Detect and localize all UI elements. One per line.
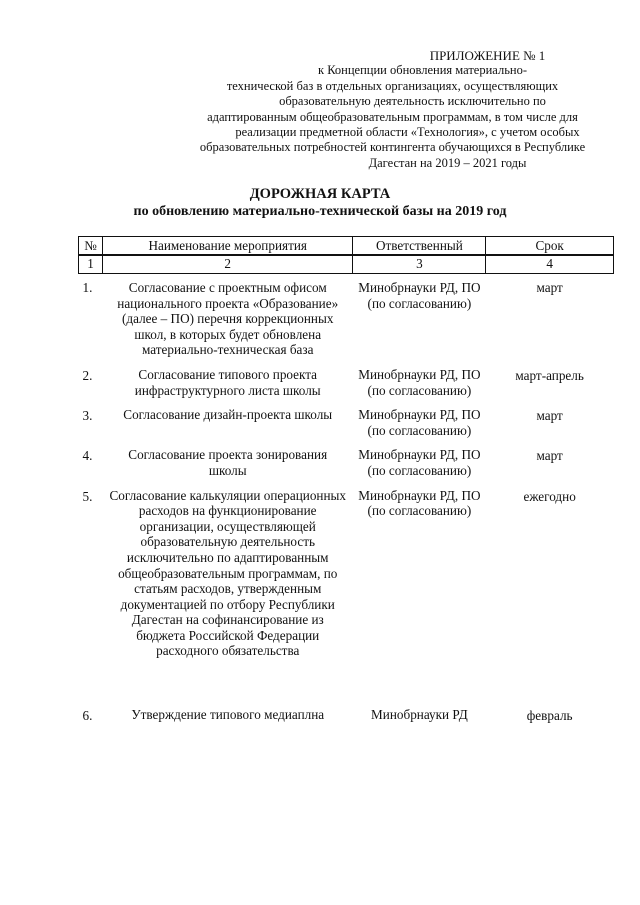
table-header-row bbox=[79, 237, 614, 256]
header-event-name: Наименование мероприятия bbox=[102, 237, 353, 256]
row-term: март bbox=[536, 448, 563, 464]
row-responsible: Минобрнауки РД, ПО (по согласованию) bbox=[358, 280, 481, 311]
appendix-line: Дагестан на 2019 – 2021 годы bbox=[368, 155, 527, 170]
appendix-header bbox=[180, 48, 605, 171]
row-event-name: Согласование проекта зонирования школы bbox=[128, 447, 328, 478]
row-term: март-апрель bbox=[515, 367, 584, 383]
table-row bbox=[79, 447, 614, 487]
document-title bbox=[0, 185, 640, 221]
table-row bbox=[79, 707, 614, 725]
appendix-line: технической баз в отдельных организациях, осуществляющих bbox=[226, 78, 559, 93]
row-term: февраль bbox=[526, 708, 573, 724]
row-responsible: Минобрнауки РД, ПО (по согласованию) bbox=[358, 407, 481, 438]
col-number-2: 2 bbox=[102, 255, 353, 274]
row-number: 5. bbox=[82, 488, 93, 504]
header-term: Срок bbox=[486, 237, 614, 256]
table-row bbox=[79, 274, 614, 367]
header-responsible: Ответственный bbox=[353, 237, 486, 256]
row-term: март bbox=[536, 408, 563, 424]
appendix-line: реализации предметной области «Технология», с учетом особых bbox=[235, 125, 580, 140]
row-number: 6. bbox=[82, 708, 93, 724]
col-number-1: 1 bbox=[79, 255, 103, 274]
title-line-2: по обновлению материально-технической базы на 2019 год bbox=[133, 204, 507, 219]
row-number: 2. bbox=[82, 367, 93, 383]
row-event-name: Согласование типового проекта инфраструктурного листа школы bbox=[134, 366, 321, 398]
row-number: 1. bbox=[82, 280, 93, 295]
header-number: № bbox=[79, 237, 103, 256]
appendix-title: ПРИЛОЖЕНИЕ № 1 bbox=[429, 48, 546, 63]
appendix-line: образовательную деятельность исключительно по bbox=[279, 94, 546, 109]
table-row bbox=[79, 367, 614, 407]
row-responsible: Минобрнауки РД, ПО (по согласованию) bbox=[358, 366, 481, 398]
table-row bbox=[79, 488, 614, 708]
row-number: 3. bbox=[82, 408, 93, 424]
row-responsible: Минобрнауки РД, ПО (по согласованию) bbox=[358, 487, 481, 519]
appendix-line: образовательных потребностей контингента обучающихся в Республике bbox=[199, 140, 586, 155]
row-responsible: Минобрнауки РД, ПО (по согласованию) bbox=[358, 447, 481, 478]
row-responsible: Минобрнауки РД bbox=[371, 707, 468, 723]
row-number: 4. bbox=[82, 448, 93, 464]
roadmap-table bbox=[78, 236, 614, 725]
row-term: ежегодно bbox=[523, 488, 576, 504]
row-event-name: Согласование калькуляции операционных расходов на функционирование организации, осуществляющей образовательную деятельность исключительно по адаптированным общеобразовательным программам, по статьям расходов, утвержденным документацией по отбору Республики Дагестан на софинансирование из бюджета Российской Федерации расходного обязательства bbox=[109, 487, 346, 659]
row-event-name: Утверждение типового медиаплна bbox=[131, 707, 325, 723]
appendix-line: к Концепции обновления материально- bbox=[318, 63, 527, 78]
column-number-row bbox=[79, 255, 614, 274]
col-number-3: 3 bbox=[353, 255, 486, 274]
row-term: март bbox=[536, 280, 563, 295]
appendix-line: адаптированным общеобразовательным программам, в том числе для bbox=[207, 109, 578, 124]
title-line-1: ДОРОЖНАЯ КАРТА bbox=[249, 186, 391, 202]
row-event-name: Согласование дизайн-проекта школы bbox=[123, 407, 333, 423]
table-row bbox=[79, 407, 614, 447]
row-event-name: Согласование с проектным офисом национального проекта «Образование» (далее – ПО) перечня коррекционных школ, в которых будет обновлена материально-техническая база bbox=[117, 280, 339, 358]
col-number-4: 4 bbox=[486, 255, 614, 274]
